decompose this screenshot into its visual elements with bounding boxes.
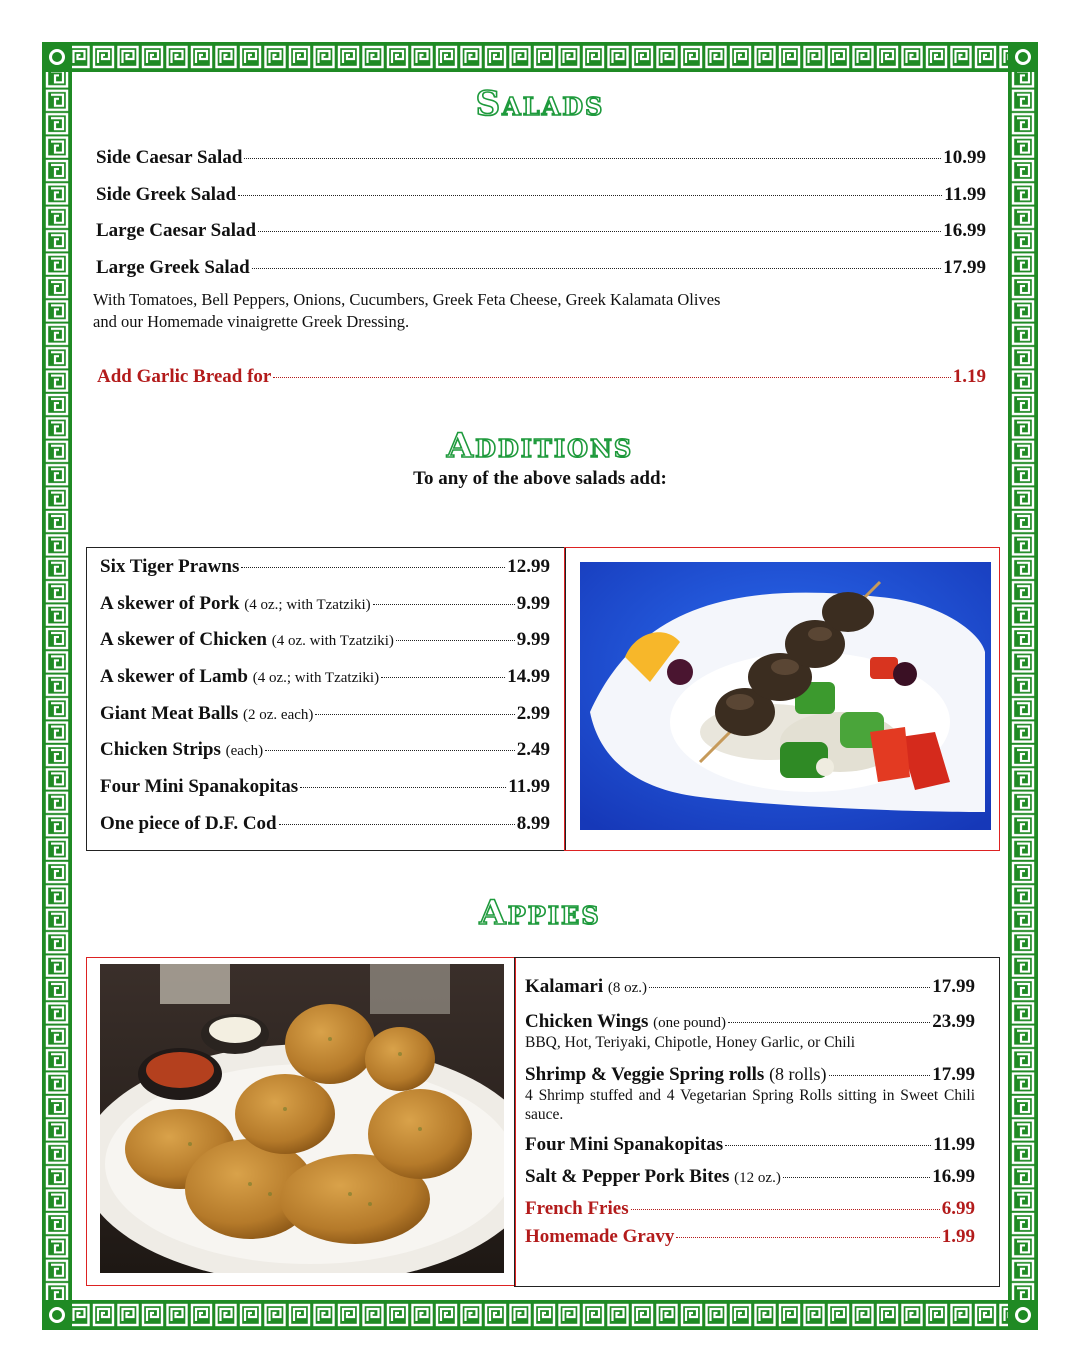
item-note: (each) xyxy=(225,743,264,760)
item-price: 11.99 xyxy=(933,1134,975,1155)
item-price: 16.99 xyxy=(943,220,986,241)
item-note: (12 oz.) xyxy=(734,1170,781,1186)
item-name: French Fries xyxy=(525,1198,629,1219)
item-name: Chicken Strips xyxy=(100,739,221,761)
menu-item xyxy=(100,703,550,740)
item-description: 4 Shrimp stuffed and 4 Vegetarian Spring Rolls sitting in Sweet Chili sauce. xyxy=(525,1087,975,1123)
leader-dots xyxy=(238,195,942,196)
item-note: (4 oz.; with Tzatziki) xyxy=(252,670,380,687)
item-description: BBQ, Hot, Teriyaki, Chipotle, Honey Garlic, or Chili xyxy=(525,1034,856,1051)
item-price: 17.99 xyxy=(932,1064,975,1085)
item-price: 17.99 xyxy=(943,256,986,278)
menu-item xyxy=(525,1064,975,1124)
item-name: Homemade Gravy xyxy=(525,1226,675,1247)
item-note: (2 oz. each) xyxy=(243,706,314,723)
leader-dots xyxy=(728,1022,930,1023)
corner-ornament xyxy=(42,42,72,72)
leader-dots xyxy=(725,1145,931,1146)
menu-item xyxy=(100,593,550,630)
corner-ornament xyxy=(42,1300,72,1330)
item-name: Four Mini Spanakopitas xyxy=(525,1134,724,1155)
menu-item xyxy=(96,220,986,257)
garlic-bread-item xyxy=(97,366,986,388)
additions-box xyxy=(86,547,566,851)
additions-photo-frame xyxy=(564,547,1000,851)
item-price: 9.99 xyxy=(516,629,550,651)
leader-dots xyxy=(829,1075,931,1076)
menu-item xyxy=(525,1198,975,1220)
item-price: 9.99 xyxy=(516,592,550,614)
item-name: One piece of D.F. Cod xyxy=(100,812,277,834)
item-name: Side Greek Salad xyxy=(96,183,237,205)
item-price: 2.49 xyxy=(516,739,550,761)
menu-item xyxy=(96,257,986,294)
salads-list xyxy=(96,147,986,293)
item-price: 11.99 xyxy=(944,183,986,205)
appies-heading: Appies xyxy=(479,893,601,933)
leader-dots xyxy=(649,987,930,988)
appies-photo-frame xyxy=(86,957,516,1286)
item-price: 1.99 xyxy=(941,1226,975,1247)
greek-key-border-bottom xyxy=(42,1300,1038,1330)
menu-item xyxy=(525,1166,975,1188)
description-line: and our Homemade vinaigrette Greek Dressing. xyxy=(93,312,410,331)
leader-dots xyxy=(381,677,505,678)
menu-item xyxy=(100,556,550,593)
item-name: Side Caesar Salad xyxy=(96,147,243,168)
menu-item xyxy=(100,629,550,666)
item-price: 8.99 xyxy=(516,812,550,834)
corner-ornament xyxy=(1008,42,1038,72)
menu-item xyxy=(525,1011,975,1052)
item-name: A skewer of Pork xyxy=(100,592,240,614)
item-price: 17.99 xyxy=(932,976,975,997)
menu-item xyxy=(96,184,986,221)
item-name: A skewer of Lamb xyxy=(100,666,248,688)
menu-item xyxy=(525,1134,975,1156)
appies-list xyxy=(525,976,975,1248)
item-name: Giant Meat Balls xyxy=(100,702,239,724)
item-note: (one pound) xyxy=(653,1015,727,1031)
item-price: 16.99 xyxy=(932,1166,975,1187)
leader-dots xyxy=(273,377,950,378)
item-name: Six Tiger Prawns xyxy=(100,556,240,577)
item-price: 23.99 xyxy=(932,1011,975,1032)
leader-dots xyxy=(373,604,515,605)
leader-dots xyxy=(258,231,941,232)
additions-heading: Additions xyxy=(446,426,634,466)
item-price: 6.99 xyxy=(941,1198,975,1219)
leader-dots xyxy=(252,268,941,269)
item-note: (4 oz. with Tzatziki) xyxy=(271,633,394,650)
menu-item xyxy=(100,776,550,813)
appies-box xyxy=(514,957,1000,1287)
leader-dots xyxy=(265,750,515,751)
menu-item xyxy=(100,813,550,850)
menu-item xyxy=(525,1226,975,1248)
item-price: 12.99 xyxy=(507,556,550,577)
corner-ornament xyxy=(1008,1300,1038,1330)
item-price: 14.99 xyxy=(507,666,550,688)
menu-item xyxy=(525,976,975,998)
leader-dots xyxy=(783,1177,930,1178)
leader-dots xyxy=(279,824,515,825)
item-name: Add Garlic Bread for xyxy=(97,366,272,387)
item-name: Four Mini Spanakopitas xyxy=(100,776,299,798)
item-price: 10.99 xyxy=(943,147,986,168)
description-line: With Tomatoes, Bell Peppers, Onions, Cucumbers, Greek Feta Cheese, Greek Kalamata Olives xyxy=(93,290,721,309)
chicken-wings-photo xyxy=(100,964,504,1273)
item-name: Large Greek Salad xyxy=(96,256,250,278)
greek-key-border-left xyxy=(42,42,72,1330)
salad-description xyxy=(93,289,893,333)
leader-dots xyxy=(396,640,515,641)
item-price: 11.99 xyxy=(508,776,550,798)
greek-key-border-top xyxy=(42,42,1038,72)
leader-dots xyxy=(244,158,941,159)
leader-dots xyxy=(676,1237,939,1238)
skewer-salad-photo xyxy=(580,562,991,830)
salads-heading: Salads xyxy=(475,84,605,124)
item-name: Salt & Pepper Pork Bites xyxy=(525,1166,730,1187)
item-name: A skewer of Chicken xyxy=(100,629,267,651)
item-note: (8 oz.) xyxy=(607,980,648,996)
menu-item xyxy=(100,666,550,703)
leader-dots xyxy=(241,567,505,568)
menu-item xyxy=(100,739,550,776)
leader-dots xyxy=(631,1209,940,1210)
item-note: (8 rolls) xyxy=(769,1064,827,1084)
item-price: 1.19 xyxy=(952,366,986,387)
item-name: Shrimp & Veggie Spring rolls xyxy=(525,1064,765,1085)
menu-item xyxy=(96,147,986,184)
item-name: Large Caesar Salad xyxy=(96,220,257,241)
additions-list xyxy=(100,556,550,850)
leader-dots xyxy=(315,714,514,715)
greek-key-border-right xyxy=(1008,42,1038,1330)
item-name: Kalamari xyxy=(525,976,604,997)
leader-dots xyxy=(300,787,506,788)
item-name: Chicken Wings xyxy=(525,1011,649,1032)
additions-subtitle: To any of the above salads add: xyxy=(413,468,667,489)
item-note: (4 oz.; with Tzatziki) xyxy=(244,596,371,613)
item-price: 2.99 xyxy=(516,702,550,724)
